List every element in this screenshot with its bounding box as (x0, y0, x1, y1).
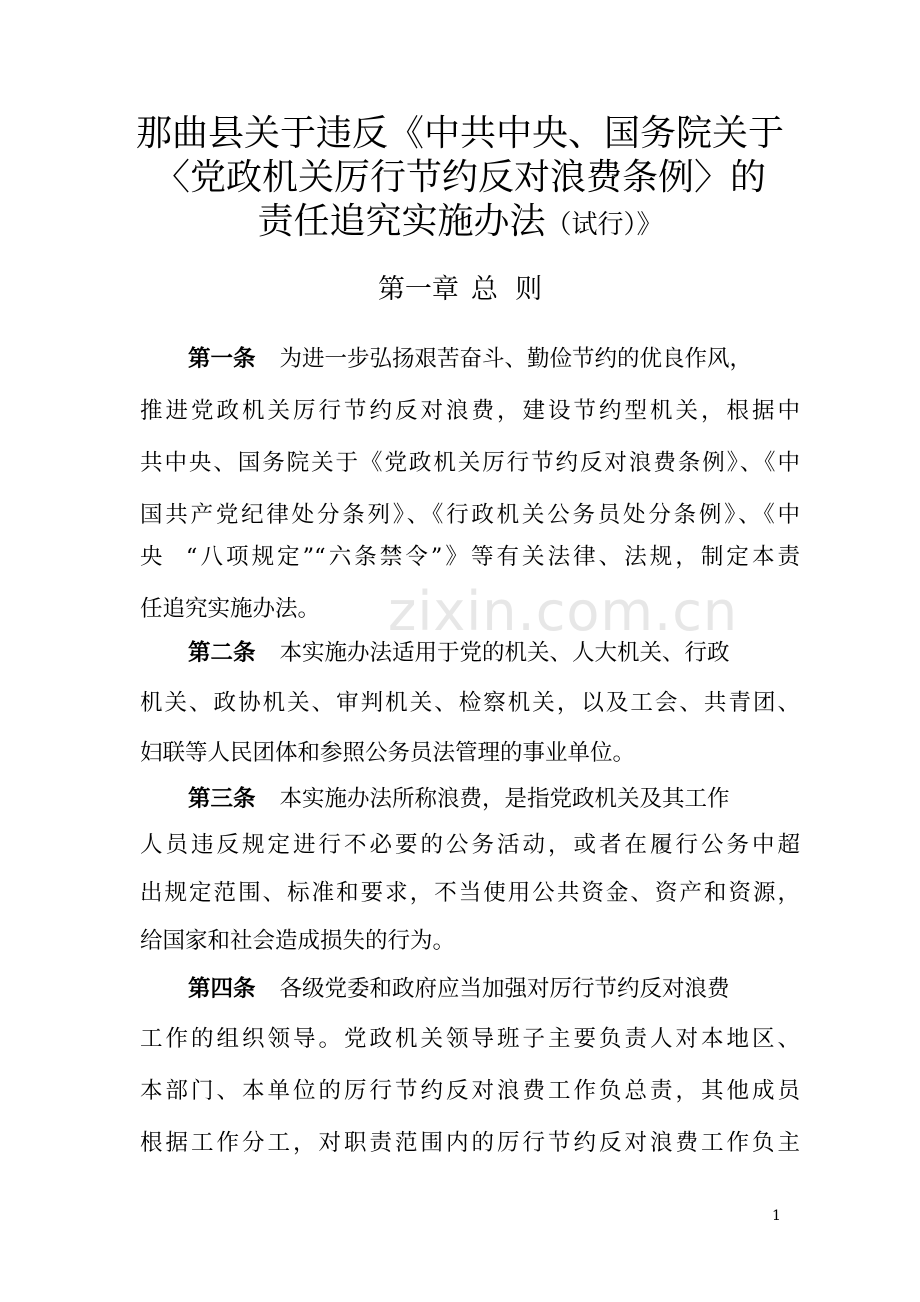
document-title-line-1: 那曲县关于违反《中共中央、国务院关于 (135, 113, 784, 154)
article-3-line-3: 出规定范围、标准和要求，不当使用公共资金、资产和资源， (140, 880, 800, 906)
article-4-line-2: 工作的组织领导。党政机关领导班子主要负责人对本地区、 (140, 1026, 800, 1052)
article-3-label: 第三条 (188, 786, 256, 812)
article-3-line-1 (188, 784, 800, 814)
document-title-line-2: 〈党政机关厉行节约反对浪费条例〉的 (153, 157, 766, 198)
article-3-text-1: 本实施办法所称浪费，是指党政机关及其工作 (279, 786, 730, 812)
article-1-line-5: 央 “八项规定”“六条禁令”》等有关法律、法规，制定本责 (140, 544, 800, 570)
article-1-line-2: 推进党政机关厉行节约反对浪费，建设节约型机关，根据中 (140, 398, 800, 424)
article-3-line-2: 人员违反规定进行不必要的公务活动，或者在履行公务中超 (140, 832, 800, 858)
article-2-text-1: 本实施办法适用于党的机关、人大机关、行政 (279, 640, 730, 666)
chapter-heading (100, 272, 820, 308)
chapter-name: 总 则 (470, 274, 543, 305)
document-title-line-3 (100, 200, 820, 247)
article-4-line-1 (188, 974, 800, 1004)
article-1-line-4: 国共产党纪律处分条列》、《行政机关公务员处分条例》、《中 (140, 502, 800, 528)
article-4-label: 第四条 (188, 976, 256, 1002)
article-3-line-4: 给国家和社会造成损失的行为。 (140, 928, 456, 954)
title-suffix: （试行）》 (545, 210, 663, 240)
article-1-text-1: 为进一步弘扬艰苦奋斗、勤俭节约的优良作风， (279, 346, 753, 372)
chapter-number: 第一章 (377, 274, 459, 305)
page-number: 1 (772, 1208, 781, 1224)
watermark: zixin.com.cn (388, 580, 739, 643)
article-2-line-2: 机关、政协机关、审判机关、检察机关，以及工会、共青团、 (140, 690, 800, 716)
article-1-line-1 (188, 344, 800, 374)
article-1-line-6: 任追究实施办法。 (140, 596, 321, 622)
title-main-text: 责任追究实施办法 (257, 201, 546, 242)
article-2-label: 第二条 (188, 640, 256, 666)
article-4-line-3: 本部门、本单位的厉行节约反对浪费工作负总责，其他成员 (140, 1078, 800, 1104)
article-4-text-1: 各级党委和政府应当加强对厉行节约反对浪费 (279, 976, 730, 1002)
article-2-line-3: 妇联等人民团体和参照公务员法管理的事业单位。 (140, 740, 636, 766)
article-1-line-3: 共中央、国务院关于《党政机关厉行节约反对浪费条例》、《中 (140, 450, 800, 476)
article-1-label: 第一条 (188, 346, 256, 372)
article-4-line-4: 根据工作分工，对职责范围内的厉行节约反对浪费工作负主 (140, 1130, 800, 1156)
